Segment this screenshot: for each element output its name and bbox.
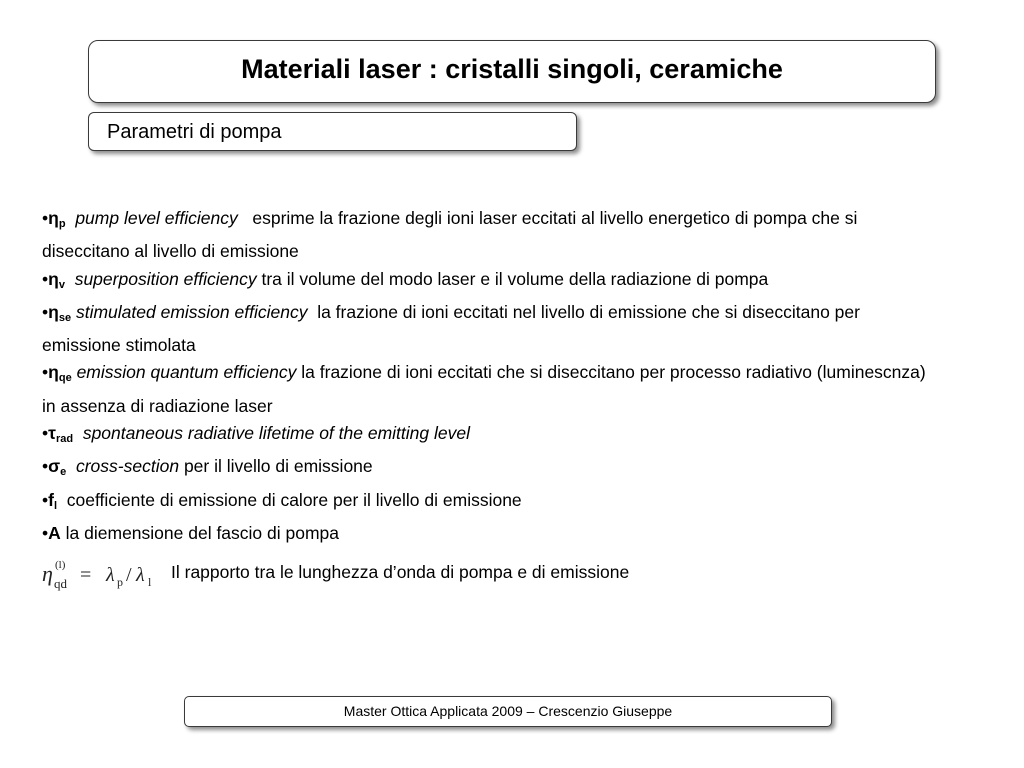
- parameter-symbol: A: [48, 522, 61, 543]
- formula-sub: qd: [54, 576, 67, 592]
- parameter-name: stimulated emission efficiency: [75, 301, 308, 322]
- parameter-symbol: $\eta_{qe}$: [48, 362, 72, 385]
- parameter-description: la frazione di ioni eccitati nel livello di emissione che si diseccitano per emissione stimolata: [42, 301, 860, 356]
- list-item: •A la diemensione del fascio di pompa: [42, 522, 340, 543]
- subtitle-box: [88, 112, 577, 151]
- slide-title: Materiali laser : cristalli singoli, ceramiche: [241, 54, 783, 84]
- parameter-symbol: $\eta_p$: [48, 208, 66, 230]
- list-item: $•\tau_{rad}$ spontaneous radiative lifetime of the emitting level: [42, 423, 470, 446]
- parameter-name: cross-section: [75, 456, 180, 477]
- formula-description: Il rapporto tra le lunghezza d’onda di pompa e di emissione: [171, 562, 630, 583]
- slide-subtitle: Parametri di pompa: [107, 121, 282, 143]
- parameter-description: per il livello di emissione: [183, 456, 373, 477]
- formula-lambda-p-sub: p: [117, 575, 123, 590]
- formula-eta: η: [42, 561, 53, 587]
- parameter-description: la diemensione del fascio di pompa: [65, 522, 340, 543]
- parameter-name: superposition efficiency: [74, 268, 257, 289]
- footer-text: Master Ottica Applicata 2009 – Crescenzio Giuseppe: [343, 703, 673, 719]
- list-item: $•f_l$ coefficiente di emissione di calore per il livello di emissione: [42, 489, 522, 512]
- parameter-symbol: $\sigma_e$: [48, 456, 67, 479]
- formula-lambda-l: λ: [136, 564, 145, 587]
- parameter-symbol: $\eta_v$: [48, 268, 65, 291]
- list-item: $•\eta_v$ superposition efficiency tra il volume del modo laser e il volume della radiazione di pompa: [42, 268, 769, 291]
- formula-equals: =: [80, 564, 92, 587]
- parameter-symbol: $f_l$: [48, 489, 58, 512]
- footer-box: [184, 696, 832, 727]
- formula-slash: /: [126, 564, 132, 587]
- list-item: $•\eta_p$ pump level efficiency esprime la frazione degli ioni laser eccitati al livello energetico di pompa che si diseccitano al livello di emissione: [42, 208, 858, 262]
- formula-sup: (l): [55, 559, 66, 572]
- formula-lambda-l-sub: l: [148, 575, 152, 590]
- formula-line: [42, 555, 942, 592]
- parameter-symbol: $\tau_{rad}$: [48, 423, 74, 446]
- parameter-list: [42, 205, 942, 592]
- parameter-description: coefficiente di emissione di calore per il livello di emissione: [66, 489, 522, 510]
- title-box: [88, 40, 936, 103]
- list-item: $•\eta_{qe}$ emission quantum efficiency la frazione di ioni eccitati che si diseccitano per processo radiativo (luminescnza) in assenza di radiazione laser: [42, 362, 926, 416]
- parameter-description: tra il volume del modo laser e il volume della radiazione di pompa: [261, 268, 769, 289]
- parameter-symbol: $\eta_{se}$: [48, 301, 72, 324]
- quantum-defect-formula: [42, 557, 160, 591]
- parameter-name: emission quantum efficiency: [76, 362, 297, 383]
- parameter-description: la frazione di ioni eccitati che si diseccitano per processo radiativo (luminescnza) in assenza di radiazione laser: [42, 362, 926, 416]
- parameter-name: spontaneous radiative lifetime of the emitting level: [82, 423, 470, 444]
- list-item: $•\eta_{se}$ stimulated emission efficiency la frazione di ioni eccitati nel livello di emissione che si diseccitano per emissione stimolata: [42, 301, 860, 356]
- parameter-name: pump level efficiency: [75, 208, 238, 228]
- list-item: $•\sigma_e$ cross-section per il livello di emissione: [42, 456, 373, 479]
- formula-lambda-p: λ: [106, 564, 115, 587]
- parameter-description: esprime la frazione degli ioni laser eccitati al livello energetico di pompa che si diseccitano al livello di emissione: [42, 208, 858, 262]
